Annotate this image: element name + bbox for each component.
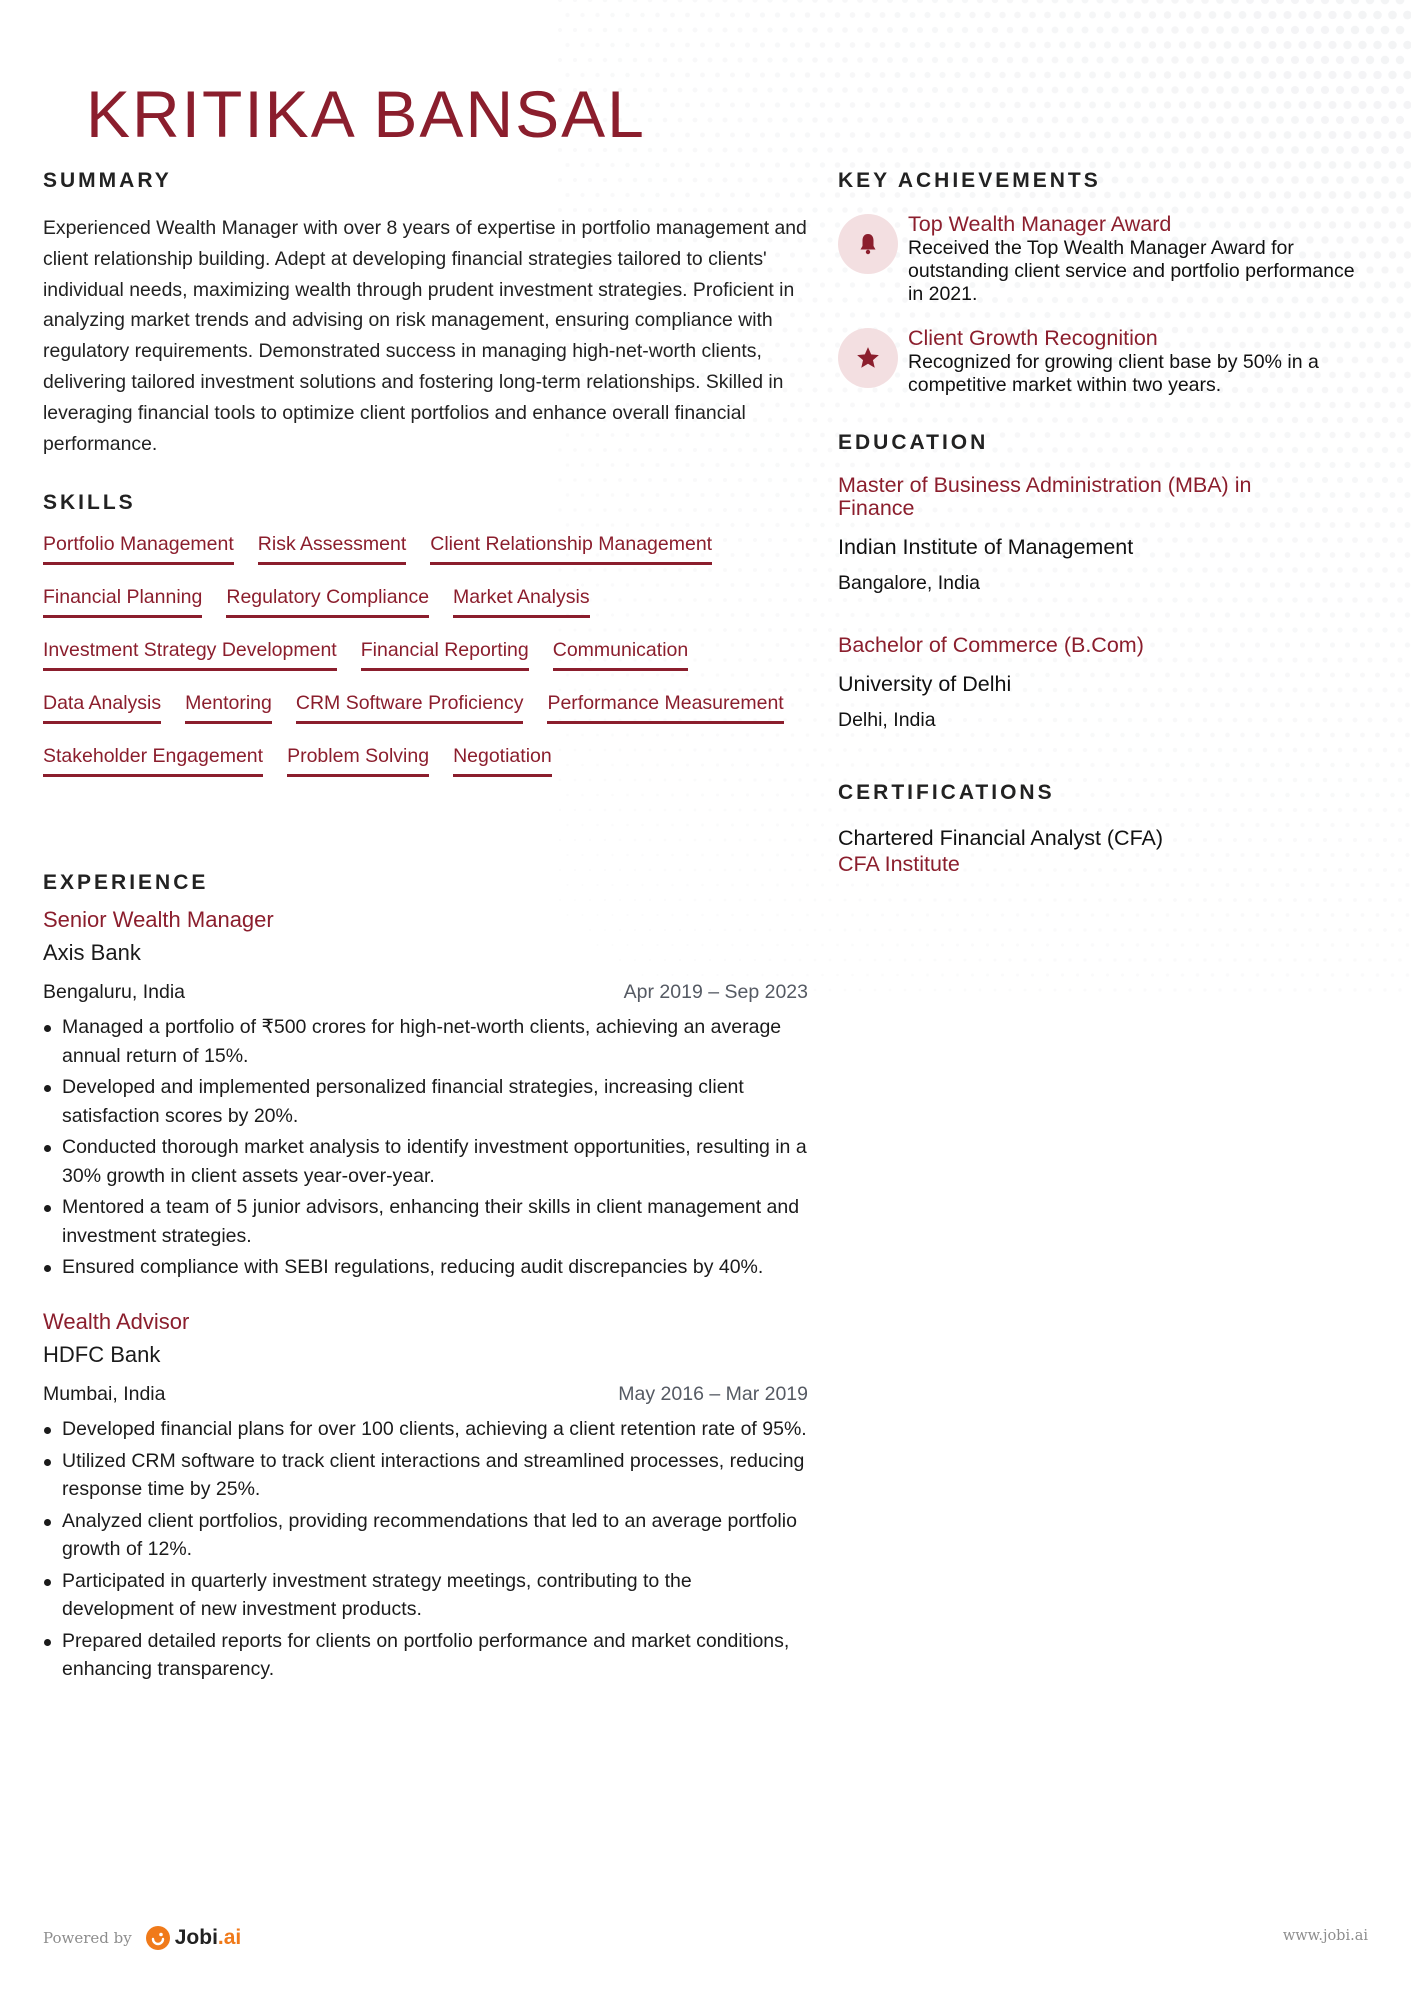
job-dates: Apr 2019 – Sep 2023: [623, 981, 808, 1003]
experience-heading: EXPERIENCE: [43, 871, 209, 894]
job-entry: [43, 1308, 808, 1687]
jobi-logo-suffix: .ai: [217, 1926, 242, 1949]
achievement-name: Top Wealth Manager Award: [908, 212, 1172, 236]
education-school: University of Delhi: [838, 672, 1012, 696]
job-dates: May 2016 – Mar 2019: [618, 1383, 808, 1405]
education-item: [838, 474, 1318, 596]
skill-chip: Market Analysis: [453, 585, 590, 618]
skill-chip: Client Relationship Management: [430, 532, 712, 565]
job-bullet: Conducted thorough market analysis to identify investment opportunities, resulting in a 30% growth in client assets year-over-year.: [43, 1133, 808, 1190]
summary-heading: SUMMARY: [43, 169, 172, 192]
job-bullets: [43, 1013, 808, 1282]
powered-by-label: Powered by: [43, 1929, 132, 1947]
skill-chip: Negotiation: [453, 744, 552, 777]
job-bullet: Participated in quarterly investment strategy meetings, contributing to the development of new investment products.: [43, 1567, 808, 1624]
job-bullet: Utilized CRM software to track client interactions and streamlined processes, reducing response time by 25%.: [43, 1447, 808, 1504]
job-bullet: Mentored a team of 5 junior advisors, enhancing their skills in client management and investment strategies.: [43, 1193, 808, 1250]
achievement-item: [838, 326, 1358, 397]
footer-powered-by: [43, 1926, 241, 1950]
education-heading: EDUCATION: [838, 431, 989, 454]
footer-url[interactable]: www.jobi.ai: [1282, 1928, 1368, 1944]
certification-org: CFA Institute: [838, 852, 960, 876]
skill-chip: Regulatory Compliance: [226, 585, 429, 618]
job-location: Bengaluru, India: [43, 981, 186, 1003]
summary-text: Experienced Wealth Manager with over 8 years of expertise in portfolio management and client relationship building. Adept at developing financial strategies tailored to clients' individual needs, maximizing wealth through prudent investment strategies. Proficient in analyzing market trends and advising on risk management, ensuring compliance with regulatory requirements. Demonstrated success in managing high-net-worth clients, delivering tailored investment solutions and fostering long-term relationships. Skilled in leveraging financial tools to optimize client portfolios and enhance overall financial performance.: [43, 217, 807, 455]
skill-chip: Investment Strategy Development: [43, 638, 337, 671]
education-degree: Master of Business Administration (MBA) in Finance: [838, 473, 1252, 520]
job-bullet: Developed and implemented personalized financial strategies, increasing client satisfaction scores by 20%.: [43, 1073, 808, 1130]
skill-chip: Mentoring: [185, 691, 272, 724]
job-bullets: [43, 1415, 808, 1684]
skills-list: [43, 532, 823, 777]
bell-icon: [838, 214, 898, 274]
job-bullet: Developed financial plans for over 100 clients, achieving a client retention rate of 95%.: [43, 1415, 808, 1444]
job-company: HDFC Bank: [43, 1342, 161, 1367]
education-degree: Bachelor of Commerce (B.Com): [838, 633, 1144, 657]
certification-item: [838, 825, 1318, 877]
skills-heading: SKILLS: [43, 491, 136, 514]
skill-chip: Communication: [553, 638, 688, 671]
jobi-logo-icon: [146, 1926, 170, 1950]
jobi-logo-text: Jobi: [174, 1926, 218, 1949]
skill-chip: Financial Reporting: [361, 638, 529, 671]
education-school: Indian Institute of Management: [838, 535, 1134, 559]
jobi-logo[interactable]: [146, 1926, 242, 1950]
education-place: Delhi, India: [838, 709, 936, 731]
job-title: Senior Wealth Manager: [43, 907, 274, 932]
skill-chip: Risk Assessment: [258, 532, 406, 565]
achievement-name: Client Growth Recognition: [908, 326, 1158, 350]
job-meta: [43, 1381, 808, 1407]
job-entry: [43, 906, 808, 1285]
skill-chip: Financial Planning: [43, 585, 202, 618]
skill-chip: Stakeholder Engagement: [43, 744, 263, 777]
skill-chip: Portfolio Management: [43, 532, 234, 565]
job-meta: [43, 979, 808, 1005]
candidate-name: KRITIKA BANSAL: [86, 77, 646, 151]
job-bullet: Analyzed client portfolios, providing recommendations that led to an average portfolio growth of 12%.: [43, 1507, 808, 1564]
skill-chip: Performance Measurement: [547, 691, 783, 724]
star-icon: [838, 328, 898, 388]
education-item: [838, 634, 1318, 733]
education-place: Bangalore, India: [838, 572, 981, 594]
job-title: Wealth Advisor: [43, 1309, 190, 1334]
job-bullet: Managed a portfolio of ₹500 crores for high-net-worth clients, achieving an average annual return of 15%.: [43, 1013, 808, 1070]
job-bullet: Prepared detailed reports for clients on portfolio performance and market conditions, enhancing transparency.: [43, 1627, 808, 1684]
skill-chip: Data Analysis: [43, 691, 161, 724]
achievements-heading: KEY ACHIEVEMENTS: [838, 169, 1101, 192]
skill-chip: CRM Software Proficiency: [296, 691, 524, 724]
job-bullet: Ensured compliance with SEBI regulations, reducing audit discrepancies by 40%.: [43, 1253, 808, 1282]
certification-name: Chartered Financial Analyst (CFA): [838, 826, 1164, 850]
certifications-heading: CERTIFICATIONS: [838, 781, 1055, 804]
achievement-desc: Recognized for growing client base by 50% in a competitive market within two years.: [908, 351, 1319, 396]
job-location: Mumbai, India: [43, 1383, 166, 1405]
achievement-desc: Received the Top Wealth Manager Award for outstanding client service and portfolio performance in 2021.: [908, 237, 1355, 305]
skill-chip: Problem Solving: [287, 744, 429, 777]
job-company: Axis Bank: [43, 940, 141, 965]
achievement-item: [838, 212, 1358, 306]
